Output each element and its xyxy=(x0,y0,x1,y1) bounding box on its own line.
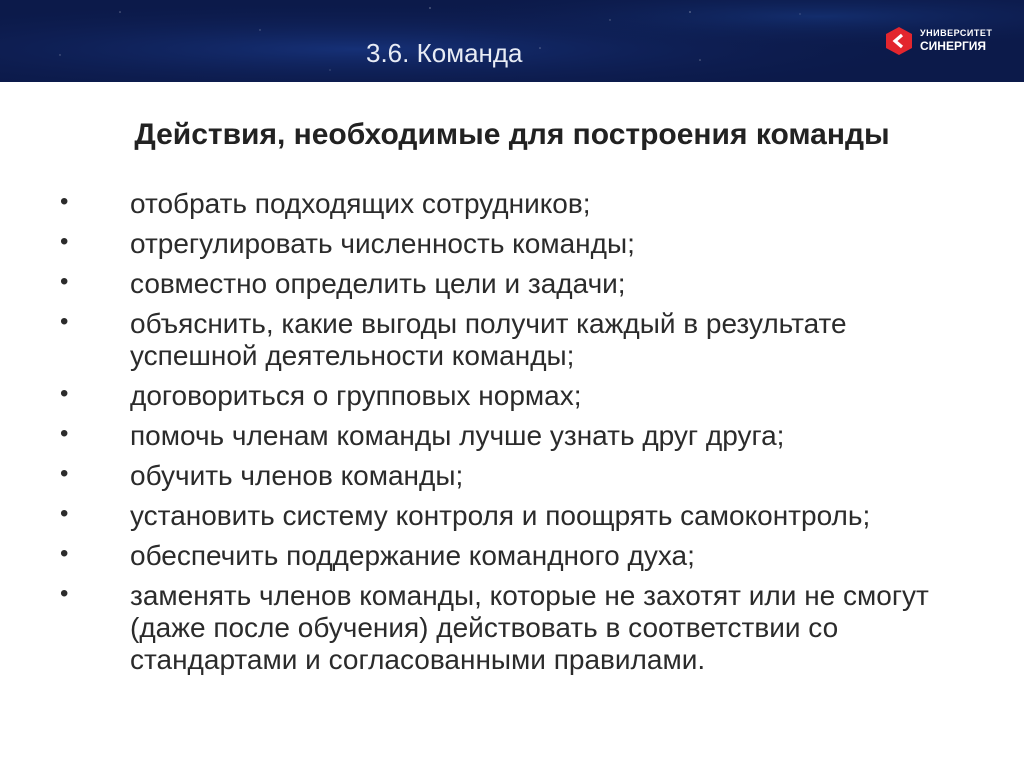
list-item-text: помочь членам команды лучше узнать друг друга; xyxy=(130,420,785,451)
bullet-icon: • xyxy=(60,228,69,255)
list-item-text: отрегулировать численность команды; xyxy=(130,228,635,259)
header-bar xyxy=(0,0,1024,82)
list-item xyxy=(60,580,980,676)
logo-text-synergy: СИНЕРГИЯ xyxy=(920,39,987,53)
list-item-text: совместно определить цели и задачи; xyxy=(130,268,626,299)
university-logo xyxy=(880,22,1010,62)
list-item xyxy=(60,420,980,452)
bullet-icon: • xyxy=(60,188,69,215)
list-item xyxy=(60,188,980,220)
list-item xyxy=(60,268,980,300)
list-item xyxy=(60,460,980,492)
bullet-icon: • xyxy=(60,460,69,487)
list-item-text: отобрать подходящих сотрудников; xyxy=(130,188,591,219)
logo-text-university: УНИВЕРСИТЕТ xyxy=(920,28,993,38)
synergy-logo-icon xyxy=(884,26,914,56)
bullet-icon: • xyxy=(60,540,69,567)
bullet-icon: • xyxy=(60,580,69,607)
list-item-text: объяснить, какие выгоды получит каждый в результате успешной деятельности команды; xyxy=(130,308,847,371)
list-item xyxy=(60,308,980,372)
list-item xyxy=(60,380,980,412)
list-item-text: установить систему контроля и поощрять самоконтроль; xyxy=(130,500,871,531)
list-item xyxy=(60,540,980,572)
list-item-text: договориться о групповых нормах; xyxy=(130,380,582,411)
slide-heading: Действия, необходимые для построения команды xyxy=(134,118,890,151)
list-item-text: обучить членов команды; xyxy=(130,460,464,491)
list-item-text: обеспечить поддержание командного духа; xyxy=(130,540,695,571)
bullet-list xyxy=(60,188,980,684)
bullet-icon: • xyxy=(60,500,69,527)
list-item xyxy=(60,500,980,532)
bullet-icon: • xyxy=(60,268,69,295)
bullet-icon: • xyxy=(60,380,69,407)
list-item xyxy=(60,228,980,260)
bullet-icon: • xyxy=(60,308,69,335)
list-item-text: заменять членов команды, которые не захотят или не смогут (даже после обучения) действовать в соответствии со стандартами и согласованными правилами. xyxy=(130,580,929,675)
section-title: 3.6. Команда xyxy=(366,38,523,68)
bullet-icon: • xyxy=(60,420,69,447)
